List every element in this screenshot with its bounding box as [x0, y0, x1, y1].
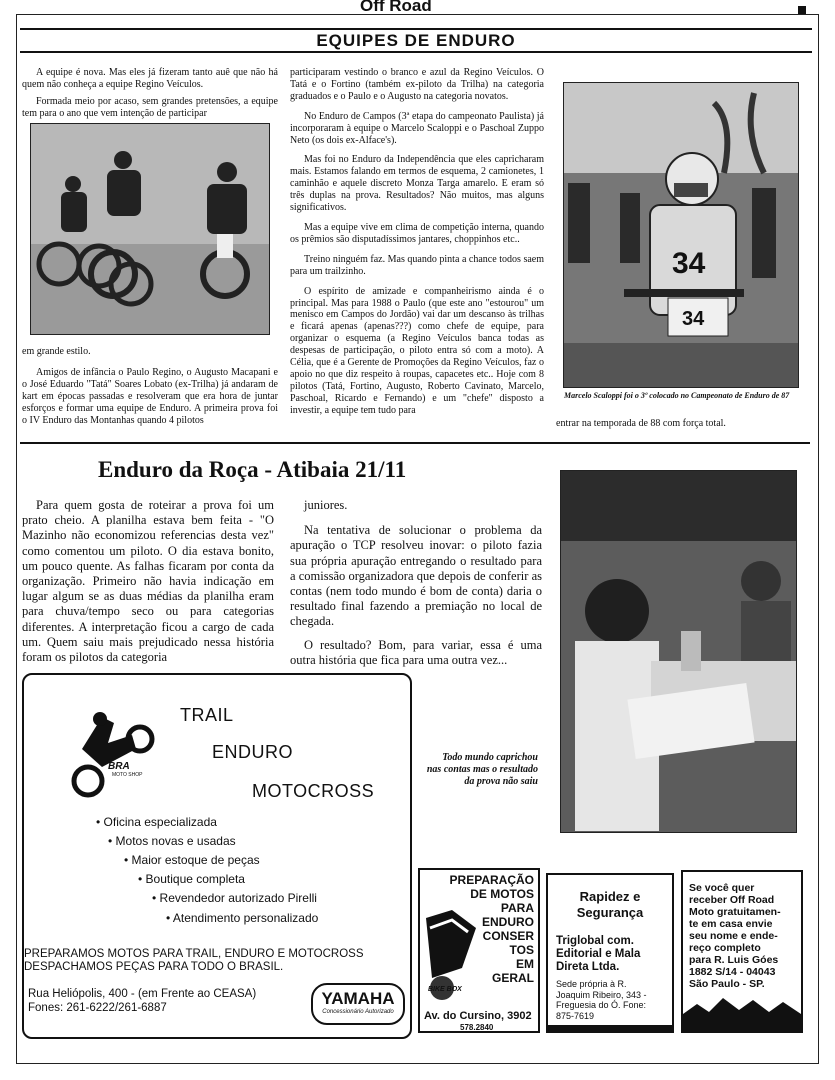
- service-label: Motos novas e usadas: [115, 834, 236, 848]
- ad-tagline-line2: DESPACHAMOS PEÇAS PARA TODO O BRASIL.: [24, 961, 284, 973]
- company-line: Triglobal com.: [556, 935, 634, 947]
- triglobal-headline: [548, 889, 672, 921]
- subscribe-line: Se você quer: [689, 882, 755, 894]
- subscribe-line: Moto gratuitamen-: [689, 906, 781, 918]
- service-item: • Motos novas e usadas: [108, 834, 236, 848]
- article1-col2-para2: No Enduro de Campos (3ª etapa do campeonato Paulista) já incorporaram à equipe o Marcelo Scaloppi e o Paschoal Zuppo Neto (os dois ex-Alface's).: [290, 110, 544, 146]
- headline-line: Segurança: [576, 905, 644, 920]
- article1-col2-para4: Mas a equipe vive em clima de competição interna, quando os prêmios são disputadíssimos jantares, choppinhos etc..: [290, 221, 544, 245]
- service-label: Revendedor autorizado Pirelli: [159, 891, 317, 905]
- scaloppi-caption: Marcelo Scaloppi foi o 3º colocado no Campeonato de Enduro de 87: [564, 391, 790, 400]
- service-item: • Oficina especializada: [96, 815, 217, 829]
- rider-bib-number: 34: [672, 247, 706, 280]
- service-item: • Boutique completa: [138, 872, 245, 886]
- bike-box-logo-icon: [422, 908, 480, 1008]
- bra-logo-text: BRA: [108, 761, 130, 772]
- article1-col2-para6: O espírito de amizade e companheirismo ainda é o principal. Mas para 1988 o Paulo (que este ano "estourou" um menisco em Campos do Jordão) vai dar um descanso às trilhas e ficará apenas (apenas???) como chefe de equipe, para organizar o esquema (a Regino Veículos banca todas as despesas de participação, o piloto entra só com a moto). A Célia, que é a Gerente de Promoções da Regino Veículos, faz o apoio no que diz respeito à roupas, capacetes etc.. Hoje com 8 pilotos (Tatá, Fortino, Augusto, Roberto Cavinato, Marcelo, Paschoal, Ricardo e Fernando) e um "chefe" disposto a investir, a equipe tem tudo para: [290, 285, 544, 416]
- service-item: • Revendedor autorizado Pirelli: [152, 891, 317, 905]
- ad-tagline: [24, 948, 410, 974]
- triglobal-ad: [546, 873, 674, 1033]
- company-line: Editorial e Mala: [556, 948, 641, 960]
- address-line: 875-7619: [556, 1010, 595, 1021]
- headline-line: EM: [516, 957, 534, 971]
- article1-col3-end: entrar na temporada de 88 com força total.: [556, 418, 726, 429]
- article1-col1-para3: Amigos de infância o Paulo Regino, o Augusto Macapani e o José Eduardo "Tatá" Soares Lobato (ex-Trilha) já andaram de kart em épocas passadas e resolveram que era hora de juntar esforços e formar uma equipe de Enduro. A primeira prova foi o IV Enduro das Montanhas quando 4 pilotos: [22, 366, 278, 426]
- subscribe-line: 1882 S/14 - 04043: [689, 966, 776, 978]
- motorcycle-logo-icon: [62, 709, 158, 801]
- ad-category-enduro: ENDURO: [212, 742, 294, 762]
- bike-box-phone: 578.2840: [460, 1023, 494, 1032]
- article1-col1-bottom: [22, 346, 278, 431]
- triglobal-address: [556, 979, 647, 1021]
- service-item: • Maior estoque de peças: [124, 853, 260, 867]
- service-label: Oficina especializada: [103, 815, 217, 829]
- subscribe-text: [689, 882, 781, 990]
- scaloppi-photo: [563, 82, 799, 388]
- article2-title: Enduro da Roça - Atibaia 21/11: [98, 457, 407, 482]
- article2-col1-para1: Para quem gosta de roteirar a prova foi um prato cheio. A planilha estava bem feita - "O Mazinho não economizou referencias desta vez" como comentou um piloto. O dia estava bonito, um pouco quente. As falhas ficaram por conta da organização. Primeiro não havia indicação em lugar algum se as duas médias da planilha eram para chuva/tempo seco ou para categorias diferentes. A interpretação ficou a cargo de cada um. Quem saiu mais prejudicado nessa história foram os pilotos da categoria: [22, 498, 274, 665]
- article1-col2-para5: Treino ninguém faz. Mas quando pinta a chance todos saem para um trailzinho.: [290, 253, 544, 277]
- headline-line: ENDURO: [481, 915, 534, 929]
- service-label: Atendimento personalizado: [172, 911, 319, 925]
- masthead-section: Off Road: [360, 0, 432, 15]
- headline-line: PARA: [500, 901, 534, 915]
- triglobal-company: [556, 935, 640, 974]
- bike-plate-number: 34: [682, 308, 705, 330]
- article1-title: EQUIPES DE ENDURO: [20, 28, 812, 53]
- article1-col1-cont: em grande estilo.: [22, 346, 91, 357]
- triglobal-base-rule: [548, 1025, 672, 1031]
- address-line: Sede própria à R.: [556, 979, 627, 989]
- article1-col3-end-wrap: [556, 418, 806, 435]
- atibaia-caption: Todo mundo caprichou nas contas mas o resultado da prova não saiu: [426, 752, 538, 787]
- address-line: Freguesia do Ó. Fone:: [556, 1000, 647, 1010]
- headline-line: PREPARAÇÃO: [449, 873, 534, 887]
- ad-tagline-line1: PREPARAMOS MOTOS PARA TRAIL, ENDURO E MOTOCROSS: [24, 948, 364, 960]
- bike-box-logo-text: BIKE BOX: [428, 986, 462, 993]
- service-label: Boutique completa: [145, 872, 245, 886]
- riders-illustration: [31, 124, 270, 335]
- article2-col2: [290, 498, 542, 676]
- corner-marker: [798, 6, 806, 14]
- atibaia-illustration: [561, 471, 797, 833]
- article1-col2-para3: Mas foi no Enduro da Independência que eles capricharam mais. Estamos falando em termos de esquema, 2 camionetes, 1 caminhão e aquele discreto Monza Targa amarelo. E eram só três duplas na prova. Resultados? Não muitos, mas alguns significativos.: [290, 154, 544, 214]
- service-item: • Atendimento personalizado: [166, 911, 319, 925]
- bra-moto-shop-ad: [22, 673, 412, 1039]
- address-line: Joaquim Ribeiro, 343 -: [556, 989, 647, 1000]
- headline-line: TOS: [509, 943, 534, 957]
- company-line: Direta Ltda.: [556, 961, 620, 973]
- article1-col2-para1: participaram vestindo o branco e azul da Regino Veículos. O Tatá e o Fortino (também ex-piloto da Trilha) na categoria graduados e o Paulo e o Augusto na categoria novatos.: [290, 67, 544, 102]
- ad-phones: Fones: 261-6222/261-6887: [28, 1002, 167, 1014]
- article2-col2-para1: juniores.: [304, 498, 348, 512]
- bike-box-ad: [418, 868, 540, 1033]
- ad-category-trail: TRAIL: [180, 705, 234, 725]
- subscribe-line: receber Off Road: [689, 894, 775, 906]
- subscribe-line: São Paulo - SP.: [689, 978, 765, 990]
- bike-box-address: Av. do Cursino, 3902: [424, 1010, 532, 1022]
- section-divider: [20, 442, 810, 444]
- atibaia-photo: [560, 470, 797, 833]
- enduro-riders-photo: [30, 123, 270, 335]
- ad-category-motocross: MOTOCROSS: [252, 781, 375, 801]
- headline-line: GERAL: [492, 971, 534, 985]
- subscribe-line: para R. Luis Góes: [689, 954, 779, 966]
- yamaha-subtitle: Concessionário Autorizado: [322, 1009, 394, 1015]
- scaloppi-illustration: [564, 83, 799, 388]
- headline-line: CONSER: [482, 929, 534, 943]
- yamaha-badge: [311, 983, 405, 1025]
- ad-address: Rua Heliópolis, 400 - (em Frente ao CEASA): [28, 988, 257, 1000]
- article1-col1-top: [22, 67, 278, 120]
- mountain-silhouette-icon: [683, 990, 801, 1031]
- article1-col2: [290, 67, 544, 422]
- article2-col2-para2: Na tentativa de solucionar o problema da apuração o TCP resolveu inovar: o piloto fazia sua própria apuração entregando o resultado para a comissão organizadora que depois de conferir as contas (nem todo mundo é bom de conta) daria o resultado final fazendo a premiação no local de chegada.: [290, 523, 542, 629]
- subscribe-line: te em casa envie: [689, 918, 773, 930]
- subscribe-ad: [681, 870, 803, 1033]
- article2-col1: [22, 498, 274, 673]
- subscribe-line: seu nome e ende-: [689, 930, 778, 942]
- article1-col1-para1: A equipe é nova. Mas eles já fizeram tanto auê que não há quem não conheça a equipe Regino Veículos.: [22, 67, 278, 90]
- subscribe-line: reço completo: [689, 942, 761, 954]
- article2-col2-para3: O resultado? Bom, para variar, essa é uma outra história que fica para uma outra vez...: [290, 637, 542, 667]
- bra-logo-subtext: MOTO SHOP: [112, 772, 143, 778]
- headline-line: DE MOTOS: [470, 887, 534, 901]
- service-label: Maior estoque de peças: [131, 853, 260, 867]
- article1-col1-para2: Formada meio por acaso, sem grandes pretensões, a equipe tem para o ano que vem intenção de participar: [22, 95, 278, 119]
- yamaha-brand: YAMAHA: [321, 989, 395, 1008]
- headline-line: Rapidez e: [579, 889, 641, 904]
